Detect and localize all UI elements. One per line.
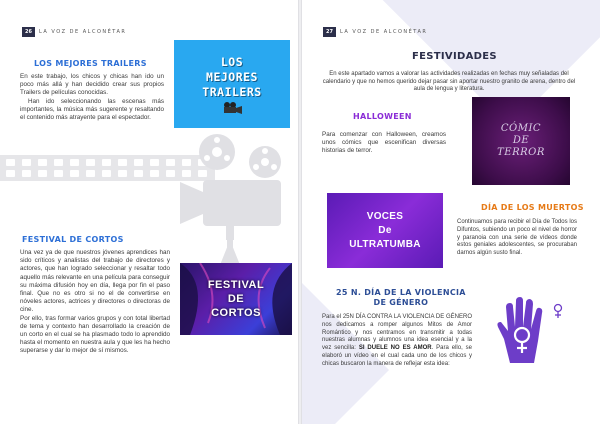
halloween-heading: HALLOWEEN [353, 112, 412, 121]
trailers-card [174, 40, 290, 128]
trailers-card-line-1: LOS [220, 54, 244, 69]
violencia-hand-card [489, 296, 569, 368]
voces-card-line-2: De [378, 224, 392, 236]
festividades-title: FESTIVIDADES [412, 51, 497, 62]
trailers-paragraph-1: En este trabajo, los chicos y chicas han ido un poco más allá y han decidido crear sus propios Trailers de películas conocidas. [20, 73, 164, 97]
trailers-paragraph-2: Han ido seleccionando las escenas más importantes, la música más sugerente y resaltando el contenido más atrayente para el espectador. [20, 97, 164, 122]
trailers-paragraph [20, 73, 164, 122]
festival-paragraph [20, 249, 170, 356]
halloween-paragraph: Para comenzar con Halloween, creamos unos cómics que escenifican diversas historias de terror. [322, 131, 446, 155]
terror-card-line-1: CÓMIC [500, 123, 542, 134]
trailers-card-line-2: MEJORES [206, 69, 258, 84]
violencia-heading [336, 288, 466, 308]
comic-terror-card [472, 97, 570, 185]
violencia-paragraph [322, 314, 472, 369]
violencia-heading-line-1: 25 N. DÍA DE LA VIOLENCIA [336, 288, 466, 297]
dia-muertos-heading: DÍA DE LOS MUERTOS [481, 203, 584, 212]
festival-heading: FESTIVAL DE CORTOS [22, 235, 124, 244]
festival-card-line-1: FESTIVAL [207, 279, 265, 291]
page-number: 26 [22, 27, 35, 37]
page-header-right [323, 27, 427, 37]
trailers-card-line-3: TRAILERS [202, 84, 262, 99]
violencia-paragraph-start: Para el 25N DÍA CONTRA LA VIOLENCIA DE GÉNERO nos dedicamos a romper algunos Mitos de Amor Romántico y nos centramos en transmitir a todas nuestras alumnas y alumnos una idea esencial y a la vez sencilla: [322, 314, 472, 352]
festival-paragraph-1: Una vez ya de que nuestros jóvenes aprendices han sido críticos y analistas del trabajo de directores y actores, que han logrado seleccionar y resaltar todo aquello más relevante en una película para conseguir su máxima difusión hoy en día, llega por fin el paso final. Que no es otro si no el de convertirse en nóveles actores, actrices y directores o directoras de cine. [20, 249, 170, 314]
magazine-name: LA VOZ DE ALCONÉTAR [339, 29, 428, 35]
festival-card-line-2: DE [227, 293, 245, 305]
voces-card-line-3: ULTRATUMBA [349, 238, 421, 250]
book-spine [298, 0, 302, 424]
festividades-intro: En este apartado vamos a valorar las actividades realizadas en fechas muy señaladas del calendario y que no hemos querido dejar pasar sin aportar nuestro granito de arena, dentro del aula de lengua y literatura. [322, 71, 576, 93]
film-camera-icon [221, 102, 243, 114]
terror-card-line-3: TERROR [497, 147, 545, 158]
festival-card [180, 263, 292, 335]
festival-paragraph-2: Por ello, tras formar varios grupos y con total libertad de tema y contexto han desarrollado la creación de un corto en el cual se ha plasmado todo lo aprendido hasta el momento en nuestra aula y que les ha hecho superarse y dar lo mejor de sí mismos. [20, 314, 170, 355]
dia-muertos-paragraph: Continuamos para recibir el Día de Todos los Difuntos, subiendo un poco el nivel de horror y paranoia con una serie de vídeos donde estos geniales adolescentes, se procuraban darnos algún susto final. [457, 219, 577, 257]
magazine-name: LA VOZ DE ALCONÉTAR [38, 29, 127, 35]
festival-card-line-3: CORTOS [211, 307, 261, 319]
terror-card-line-2: DE [512, 135, 530, 146]
trailers-heading: LOS MEJORES TRAILERS [34, 59, 147, 68]
page-number: 27 [323, 27, 336, 37]
violencia-heading-line-2: DE GÉNERO [373, 298, 429, 307]
page-header-left [22, 27, 126, 37]
violencia-paragraph-end: . Para ello, se elaboró un vídeo en el cual cada uno de los chicos y chicas buscaron la manera de reflejar esta idea: [322, 345, 472, 367]
voces-ultratumba-card [327, 193, 443, 268]
violencia-slogan: SI DUELE NO ES AMOR [358, 345, 432, 352]
purple-hand-venus-icon [490, 297, 568, 367]
voces-card-line-1: VOCES [366, 210, 404, 222]
